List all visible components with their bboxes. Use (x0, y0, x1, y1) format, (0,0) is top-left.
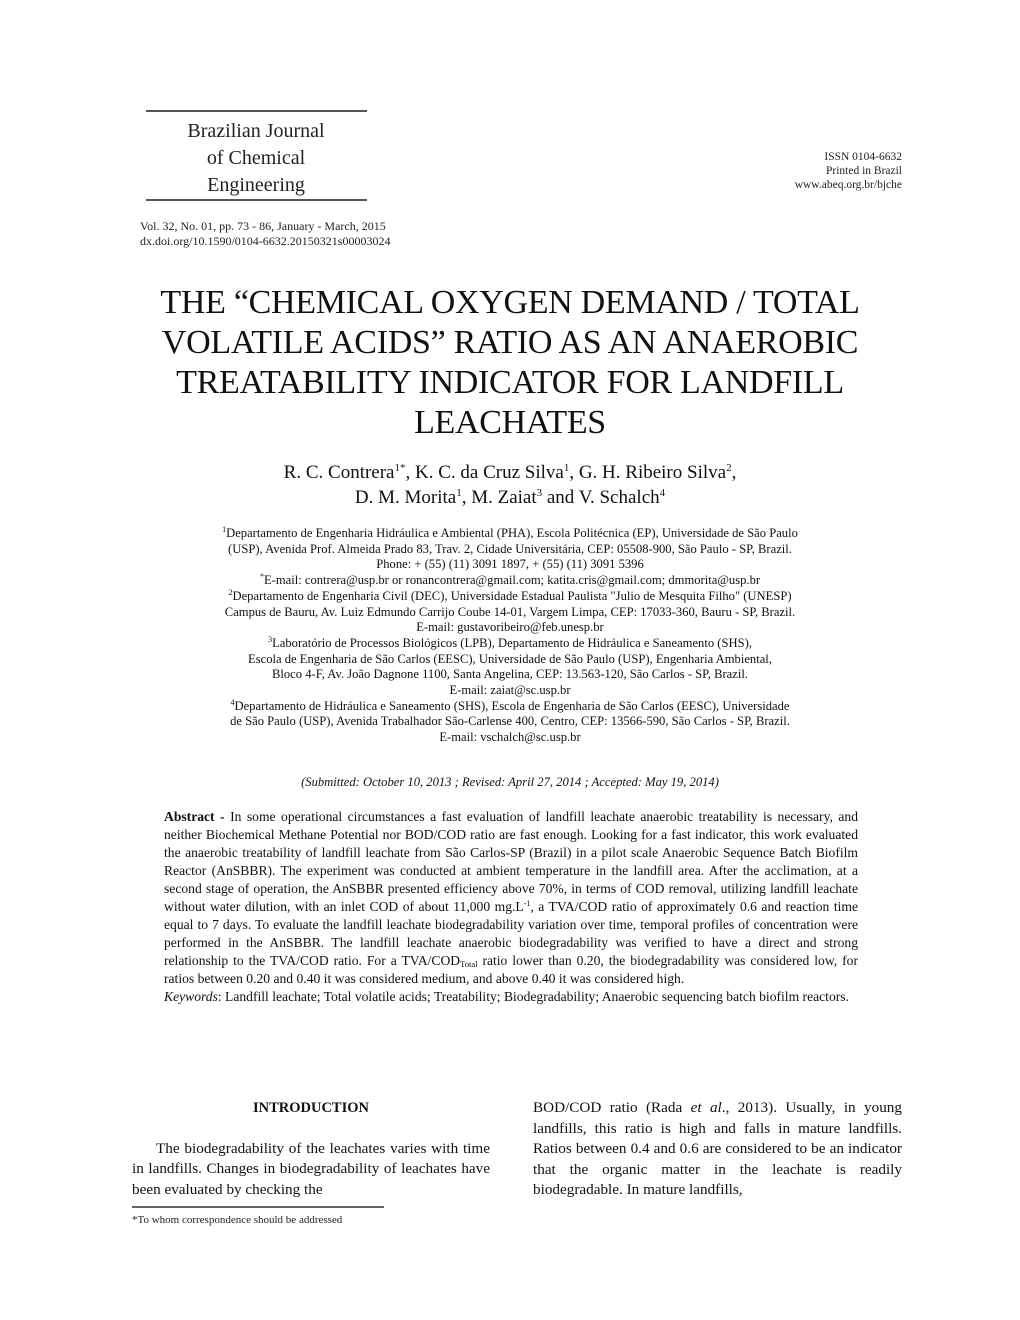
keywords-text: : Landfill leachate; Total volatile acids; Treatability; Biodegradability; Anaerobic sequencing batch biofilm reactors. (217, 989, 849, 1004)
journal-website[interactable]: www.abeq.org.br/bjche (794, 179, 902, 191)
affiliation-line (120, 589, 900, 605)
keywords-label: Keywords (164, 989, 218, 1004)
author-name: K. C. da Cruz Silva (415, 462, 564, 483)
title-line: TREATABILITY INDICATOR FOR LANDFILL (176, 364, 844, 401)
affiliation-line (120, 542, 900, 558)
author-name: G. H. Ribeiro Silva (578, 462, 727, 483)
volume-line: Vol. 32, No. 01, pp. 73 - 86, January - March, 2015 (140, 219, 386, 233)
author-affil-sup: 1* (394, 462, 406, 474)
author-separator: , (461, 487, 472, 508)
author-separator: , (731, 462, 737, 483)
affiliations (120, 526, 900, 746)
submission-dates: (Submitted: October 10, 2013 ; Revised: April 27, 2014 ; Accepted: May 19, 2014) (301, 775, 719, 789)
unit-superscript: -1 (523, 899, 531, 908)
affiliation-text: Escola de Engenharia de São Carlos (EESC), Universidade de São Paulo (USP), Engenharia Ambiental, (248, 651, 772, 666)
author-affil-sup: 4 (659, 487, 666, 499)
body-column-right (533, 1098, 902, 1201)
printed-in: Printed in Brazil (825, 165, 902, 177)
affiliation-line (120, 652, 900, 668)
author-separator: , (569, 462, 579, 483)
abstract-text: , a TVA/COD ratio of approximately 0.6 and reaction time equal to 7 days. To evaluate the landfill leachate biodegradability variation over time, temporal profiles of concentration were performed in the AnSBBR. The landfill leachate anaerobic biodegradability was verified to have a direct and strong relationship to the TVA/COD ratio. For a TVA/COD (164, 899, 858, 968)
abstract-text: ratio lower than 0.20, the biodegradability was considered low, for ratios between 0.20 and 0.40 it was considered medium, and above 0.40 it was considered high. (164, 953, 858, 986)
journal-rule-bottom (146, 199, 367, 201)
affiliation-line (120, 683, 900, 699)
affiliation-line (120, 699, 900, 715)
abstract (164, 808, 858, 1006)
affiliation-text: E-mail: contrera@usp.br or ronancontrera@gmail.com; katita.cris@gmail.com; dmmorita@usp.br (263, 573, 761, 588)
body-column-left (132, 1098, 490, 1200)
journal-rule-top (146, 110, 367, 112)
affiliation-sup: 3 (268, 634, 273, 644)
author-separator: and (542, 487, 579, 508)
author-separator: , (405, 462, 415, 483)
abstract-label: Abstract - (164, 809, 225, 824)
affiliation-sup: 4 (230, 697, 235, 707)
affiliation-text: Campus de Bauru, Av. Luiz Edmundo Carrijo Coube 14-01, Vargem Limpa, CEP: 17033-360, Bauru - SP, Brazil. (224, 604, 796, 619)
body-paragraph: The biodegradability of the leachates varies with time in landfills. Changes in biodegradability of leachates have been evaluated by checking the (132, 1139, 490, 1198)
volume-info (140, 219, 390, 249)
affiliation-line (120, 605, 900, 621)
author-name: M. Zaiat (471, 487, 537, 508)
affiliation-line (120, 557, 900, 573)
affiliation-sup: 1 (222, 525, 227, 534)
author-affil-sup: 1 (456, 487, 462, 499)
affiliation-text: E-mail: gustavoribeiro@feb.unesp.br (416, 620, 604, 635)
affiliation-text: Phone: + (55) (11) 3091 1897, + (55) (11) 3091 5396 (376, 557, 644, 572)
affiliation-text: Departamento de Hidráulica e Saneamento (SHS), Escola de Engenharia de São Carlos (EESC), Universidade (234, 698, 790, 713)
affiliation-line (120, 620, 900, 636)
issn: ISSN 0104-6632 (824, 151, 902, 163)
journal-name-line: Brazilian Journal (187, 120, 325, 142)
title-line: LEACHATES (414, 404, 606, 441)
paper-title (120, 283, 900, 443)
publication-info (795, 150, 902, 192)
abstract-text: In some operational circumstances a fast evaluation of landfill leachate anaerobic treatability is necessary, and neither Biochemical Methane Potential nor BOD/COD ratio are fast enough. Looking for a fast indicator, this work evaluated the anaerobic treatability of landfill leachate from São Carlos-SP (Brazil) in a pilot scale Anaerobic Sequence Batch Biofilm Reactor (AnSBBR). The experiment was conducted at ambient temperature in the landfill area. After the acclimation, at a second stage of operation, the AnSBBR presented efficiency above 70%, in terms of COD removal, utilizing landfill leachate without water dilution, with an inlet COD of about 11,000 mg.L (164, 809, 858, 914)
doi[interactable]: dx.doi.org/10.1590/0104-6632.20150321s00003024 (140, 234, 391, 248)
affiliation-text: E-mail: zaiat@sc.usp.br (449, 683, 571, 698)
affiliation-text: de São Paulo (USP), Avenida Trabalhador São-Carlense 400, Centro, CEP: 13566-590, São Carlos - SP, Brazil. (230, 714, 790, 729)
subscript-total: Total (460, 959, 478, 969)
author-name: V. Schalch (578, 487, 660, 508)
author-affil-sup: 1 (563, 462, 570, 474)
citation-et-al: et al (690, 1099, 722, 1116)
affiliation-text: E-mail: vschalch@sc.usp.br (439, 730, 581, 745)
author-name: R. C. Contrera (283, 462, 395, 483)
affiliation-text: Departamento de Engenharia Civil (DEC), Universidade Estadual Paulista "Julio de Mesquita Filho" (UNESP) (232, 588, 792, 603)
body-text: ., 2013). Usually, in young landfills, this ratio is high and falls in mature landfills. Ratios between 0.4 and 0.6 are considered to be an indicator that the organic matter in the leachate is readily biodegradable. In mature landfills, (533, 1099, 902, 1198)
author-name: D. M. Morita (354, 487, 457, 508)
affiliation-line (120, 636, 900, 652)
affiliation-text: Bloco 4-F, Av. João Dagnone 1100, Santa Angelina, CEP: 13.563-120, São Carlos - SP, Brazil. (271, 667, 748, 682)
body-text: BOD/COD ratio (Rada (533, 1099, 691, 1116)
keywords (164, 988, 858, 1006)
affiliation-line (120, 573, 900, 589)
affiliation-text: (USP), Avenida Prof. Almeida Prado 83, Trav. 2, Cidade Universitária, CEP: 05508-900, São Paulo - SP, Brazil. (228, 541, 792, 556)
author-list (120, 460, 900, 510)
correspondence-footnote: *To whom correspondence should be addressed (132, 1214, 343, 1226)
journal-name (146, 118, 366, 199)
affiliation-sup: 2 (228, 587, 233, 597)
journal-name-line: of Chemical (206, 147, 306, 169)
journal-name-line: Engineering (207, 174, 305, 196)
title-line: VOLATILE ACIDS” RATIO AS AN ANAEROBIC (161, 324, 859, 361)
affiliation-line (120, 667, 900, 683)
affiliation-text: Departamento de Engenharia Hidráulica e Ambiental (PHA), Escola Politécnica (EP), Universidade de São Paulo (226, 526, 798, 540)
affiliation-line (120, 730, 900, 746)
title-line: THE “CHEMICAL OXYGEN DEMAND / TOTAL (160, 284, 860, 321)
affiliation-line (120, 526, 900, 542)
section-heading-introduction: INTRODUCTION (252, 1100, 369, 1116)
author-affil-sup: 2 (726, 462, 732, 474)
affiliation-text: Laboratório de Processos Biológicos (LPB), Departamento de Hidráulica e Saneamento (SHS), (272, 635, 752, 650)
author-affil-sup: 3 (536, 487, 543, 499)
affiliation-line (120, 714, 900, 730)
footnote-rule (132, 1206, 384, 1208)
affiliation-sup: * (259, 572, 264, 582)
